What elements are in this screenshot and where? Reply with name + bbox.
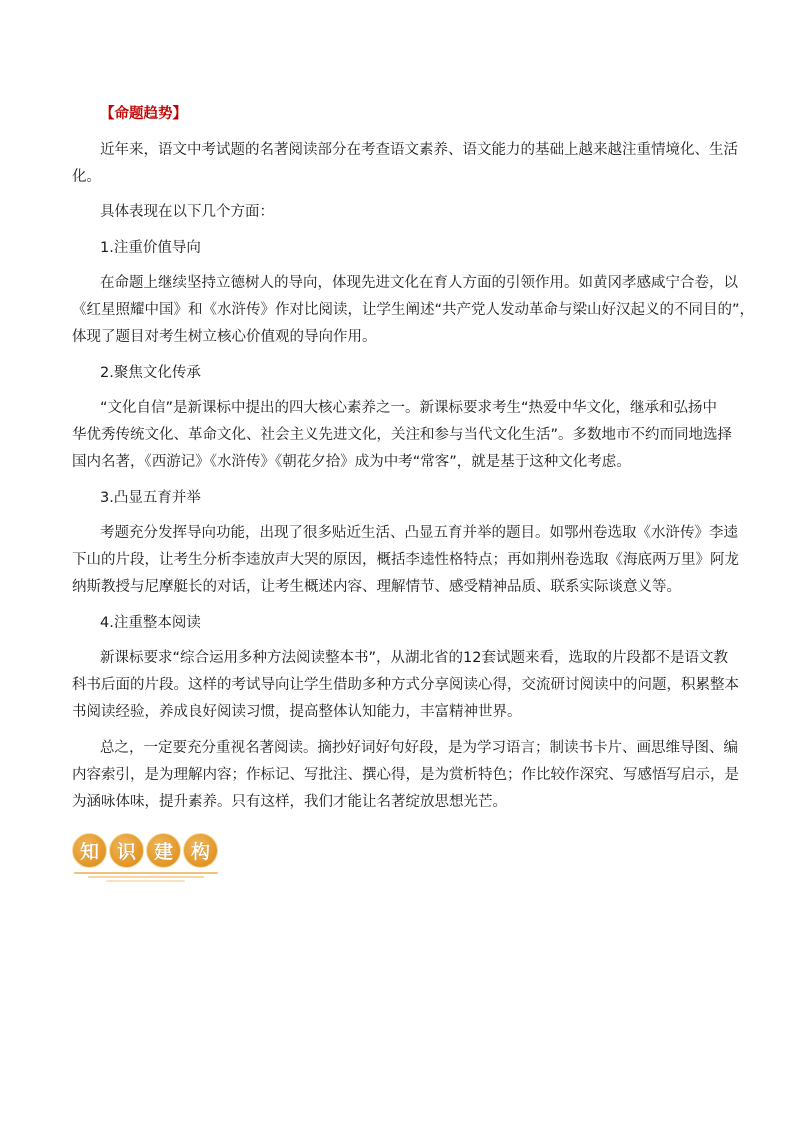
banner-stripe: [88, 876, 203, 878]
section-heading-cultural-heritage: 2.聚焦文化传承: [100, 364, 201, 381]
banner-tiles: [72, 833, 218, 868]
conclusion-line-3: 为涵咏体味，提升素养。只有这样，我们才能让名著绽放思想光芒。: [72, 793, 507, 810]
section-3-line-3: 纳斯教授与尼摩艇长的对话，让考生概述内容、理解情节、感受精神品质、联系实际谈意义等。: [72, 579, 681, 595]
banner-tile-gou: 构: [183, 833, 218, 868]
section-heading-five-education: 3.凸显五育并举: [100, 489, 201, 506]
trend-section-title: 【命题趋势】: [100, 106, 187, 122]
banner-tile-zhi: 知: [72, 833, 107, 868]
intro-paragraph-line-2: 化。: [72, 168, 101, 185]
section-1-line-3: 体现了题目对考生树立核心价值观的导向作用。: [72, 329, 377, 345]
section-3-line-1: 考题充分发挥导向功能，出现了很多贴近生活、凸显五育并举的题目。如鄂州卷选取《水浒传》李逵: [100, 525, 738, 541]
section-4-line-2: 科书后面的片段。这样的考试导向让学生借助多种方式分享阅读心得，交流研讨阅读中的问题，积累整本: [72, 677, 739, 693]
conclusion-line-1: 总之，一定要充分重视名著阅读。摘抄好词好句好段，是为学习语言；制读书卡片、画思维导图、编: [100, 739, 738, 756]
banner-tile-jian: 建: [146, 833, 181, 868]
section-4-line-1: 新课标要求“综合运用多种方法阅读整本书”，从湖北省的12套试题来看，选取的片段都不是语文教: [100, 650, 728, 666]
banner-tile-shi: 识: [109, 833, 144, 868]
banner-stripe: [106, 880, 185, 882]
document-body: [72, 101, 755, 816]
section-heading-value-orientation: 1.注重价值导向: [100, 239, 201, 256]
section-4-line-3: 书阅读经验，养成良好阅读习惯，提高整体认知能力，丰富精神世界。: [72, 704, 522, 720]
conclusion-line-2: 内容索引，是为理解内容；作标记、写批注、撰心得，是为赏析特色；作比较作深究、写感悟写启示，是: [72, 766, 739, 783]
intro-paragraph-line-1: 近年来，语文中考试题的名著阅读部分在考查语文素养、语文能力的基础上越来越注重情境化、生活: [100, 141, 738, 158]
aspects-lead: 具体表现在以下几个方面：: [100, 204, 274, 220]
section-heading-whole-book-reading: 4.注重整本阅读: [100, 614, 201, 631]
section-3-line-2: 下山的片段，让考生分析李逵放声大哭的原因，概括李逵性格特点；再如荆州卷选取《海底两万里》阿龙: [72, 552, 739, 568]
section-2-line-1: “文化自信”是新课标中提出的四大核心素养之一。新课标要求考生“热爱中华文化，继承和弘扬中: [100, 400, 718, 416]
knowledge-construction-banner: [72, 833, 222, 883]
banner-decorative-stripes: [74, 870, 218, 882]
section-1-line-1: 在命题上继续坚持立德树人的导向，体现先进文化在育人方面的引领作用。如黄冈孝感咸宁合卷，以: [100, 275, 738, 291]
section-1-line-2: 《红星照耀中国》和《水浒传》作对比阅读，让学生阐述“共产党人发动革命与梁山好汉起义的不同目的”，: [72, 302, 755, 318]
section-2-line-2: 华优秀传统文化、革命文化、社会主义先进文化，关注和参与当代文化生活”。多数地市不约而同地选择: [72, 427, 733, 443]
banner-stripe: [74, 872, 218, 874]
section-2-line-3: 国内名著，《西游记》《水浒传》《朝花夕拾》成为中考“常客”，就是基于这种文化考虑。: [72, 454, 631, 470]
